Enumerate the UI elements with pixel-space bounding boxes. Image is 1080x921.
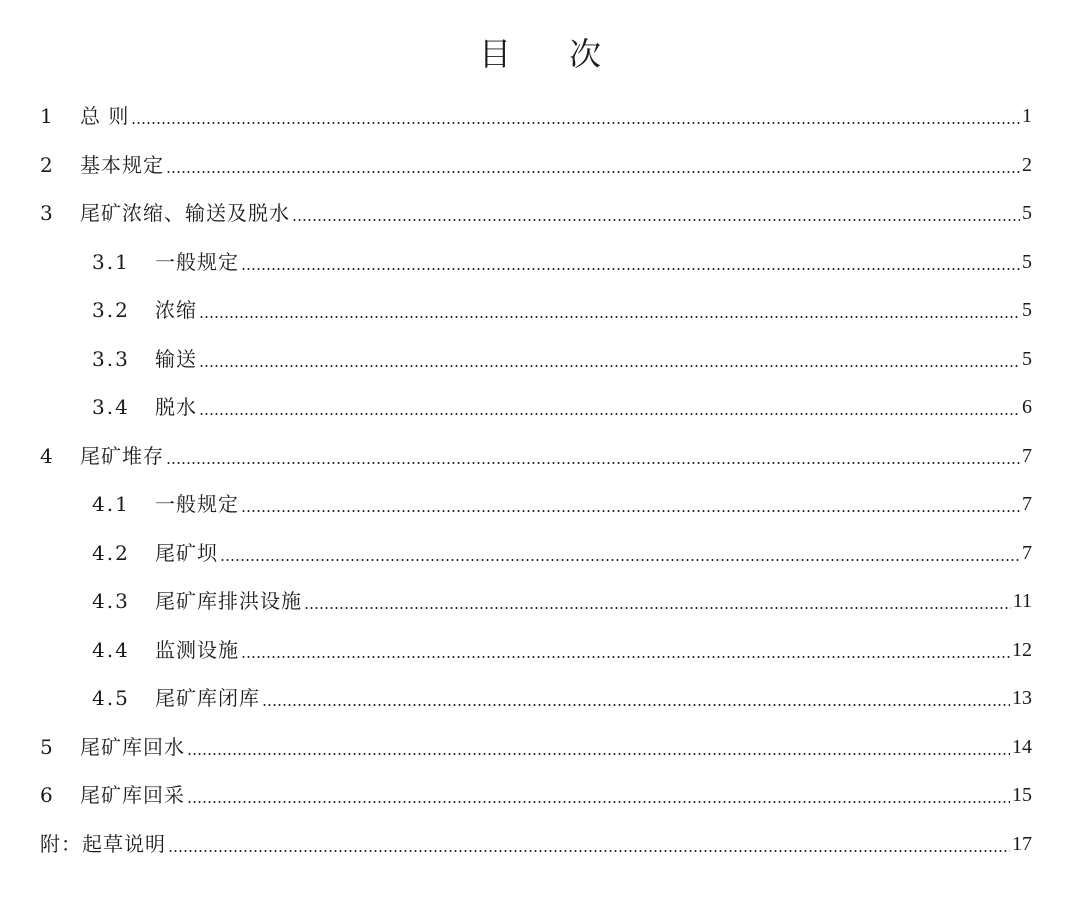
toc-entry[interactable] xyxy=(40,432,1032,480)
title-char-1: 目 xyxy=(478,35,511,73)
toc-entry[interactable] xyxy=(92,529,1032,577)
dot-leader xyxy=(241,656,1010,658)
toc-entry-label: 尾矿堆存 xyxy=(80,443,164,468)
toc-entry-label: 输送 xyxy=(155,346,197,371)
toc-entry-number: 4.1 xyxy=(92,492,130,516)
toc-entry-page-number: 7 xyxy=(1022,493,1032,515)
toc-entry-page-number: 11 xyxy=(1012,590,1032,612)
dot-leader xyxy=(187,801,1010,803)
dot-leader xyxy=(304,607,1011,609)
dot-leader xyxy=(131,122,1020,124)
toc-entry-page-number: 17 xyxy=(1012,832,1032,855)
toc-entry-number: 4.5 xyxy=(92,686,130,710)
toc-entry[interactable] xyxy=(40,771,1032,819)
toc-entry-label: 总 则 xyxy=(80,104,130,128)
toc-entry-number: 5 xyxy=(40,734,55,759)
toc-entry-page-number: 7 xyxy=(1022,541,1032,564)
dot-leader xyxy=(166,171,1020,173)
toc-entry-page-number: 5 xyxy=(1022,202,1032,224)
toc-entry-page-number: 7 xyxy=(1022,444,1032,467)
title-char-2: 次 xyxy=(569,35,602,73)
toc-entry-page-number: 6 xyxy=(1022,396,1032,418)
dot-leader xyxy=(241,510,1020,512)
dot-leader xyxy=(168,850,1010,852)
toc-entry-page-number: 13 xyxy=(1012,687,1032,709)
toc-entry-page-number: 12 xyxy=(1012,638,1032,661)
toc-entry-number: 3.2 xyxy=(92,298,130,322)
dot-leader xyxy=(199,316,1020,318)
toc-entry-label: 尾矿库回采 xyxy=(80,783,185,807)
toc-entry[interactable] xyxy=(92,480,1032,528)
dot-leader xyxy=(241,268,1020,270)
dot-leader xyxy=(166,462,1020,464)
toc-entry-number: 4 xyxy=(40,443,55,468)
toc-entry[interactable] xyxy=(92,383,1032,431)
toc-entry-page-number: 2 xyxy=(1022,153,1032,176)
toc-entry-number: 3.4 xyxy=(92,395,130,419)
toc-entry-number: 6 xyxy=(40,783,55,807)
toc-entry-number: 4.4 xyxy=(92,637,130,662)
toc-entry-label: 尾矿坝 xyxy=(155,540,218,565)
dot-leader xyxy=(220,559,1020,561)
toc-entry[interactable] xyxy=(92,238,1032,286)
toc-entry-number: 2 xyxy=(40,152,55,177)
toc-entry-page-number: 5 xyxy=(1022,299,1032,321)
toc-entry-label: 尾矿浓缩、输送及脱水 xyxy=(80,201,290,225)
toc-entry-page-number: 14 xyxy=(1012,735,1032,758)
toc-entry-number: 1 xyxy=(40,104,55,128)
toc-entry[interactable] xyxy=(40,723,1032,771)
toc-entry[interactable] xyxy=(40,92,1032,140)
toc-entry-page-number: 15 xyxy=(1012,784,1032,806)
toc-entry-page-number: 1 xyxy=(1022,105,1032,127)
toc-entry-label: 一般规定 xyxy=(155,492,239,516)
toc-entry[interactable] xyxy=(40,820,1032,868)
toc-entry-label: 浓缩 xyxy=(155,298,197,322)
toc-entry-page-number: 5 xyxy=(1022,250,1032,273)
toc-entry[interactable] xyxy=(92,335,1032,383)
toc-entry-label: 一般规定 xyxy=(155,249,239,274)
toc-entry-label: 附：起草说明 xyxy=(40,831,166,856)
toc-entry[interactable] xyxy=(92,577,1032,625)
dot-leader xyxy=(187,753,1010,755)
dot-leader xyxy=(199,413,1020,415)
toc-entry-label: 脱水 xyxy=(155,395,197,419)
dot-leader xyxy=(199,365,1020,367)
dot-leader xyxy=(292,219,1020,221)
dot-leader xyxy=(262,704,1010,706)
toc-entry[interactable] xyxy=(92,674,1032,722)
toc-entry-label: 监测设施 xyxy=(155,637,239,662)
toc-entry-label: 尾矿库回水 xyxy=(80,734,185,759)
toc-entry-label: 尾矿库排洪设施 xyxy=(155,589,302,613)
toc-entry[interactable] xyxy=(92,626,1032,674)
toc-entry-number: 4.3 xyxy=(92,589,130,613)
toc-entry[interactable] xyxy=(92,286,1032,334)
toc-entry[interactable] xyxy=(40,189,1032,237)
toc-entry-number: 3.3 xyxy=(92,346,130,371)
toc-entry-number: 4.2 xyxy=(92,540,130,565)
toc-entry-page-number: 5 xyxy=(1022,347,1032,370)
toc-entry-label: 尾矿库闭库 xyxy=(155,686,260,710)
toc-entry[interactable] xyxy=(40,141,1032,189)
toc-entry-number: 3.1 xyxy=(92,249,130,274)
toc-entry-number: 3 xyxy=(40,201,55,225)
toc-entry-label: 基本规定 xyxy=(80,152,164,177)
page-title xyxy=(0,30,1080,78)
